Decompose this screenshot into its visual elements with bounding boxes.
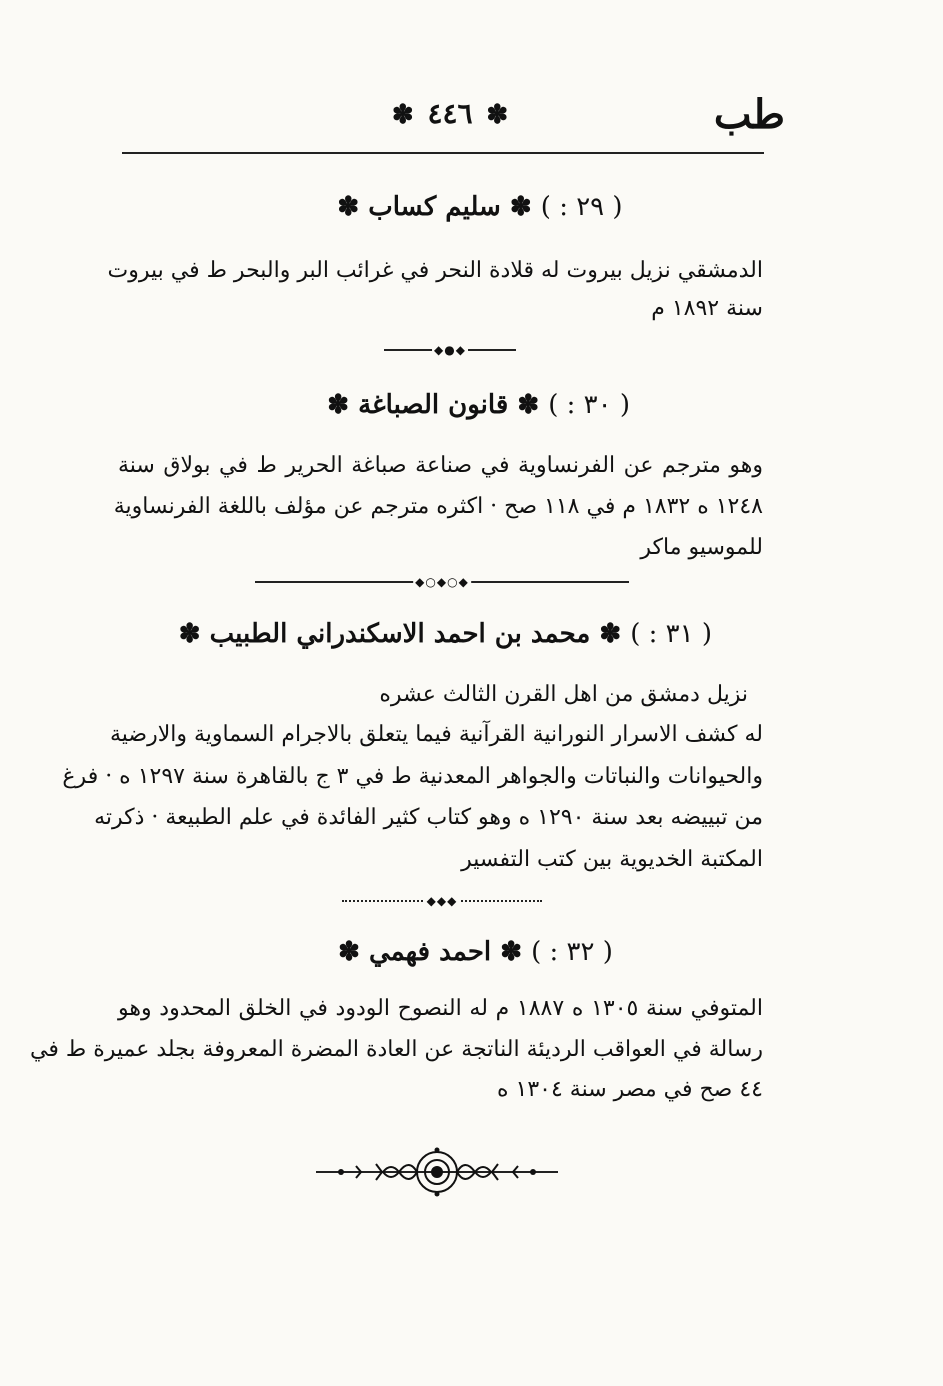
entry-text-line: وهو مترجم عن الفرنساوية في صناعة صباغة الحرير ط في بولاق سنة <box>118 453 763 478</box>
header-rule <box>122 152 764 154</box>
entry-text-line: المتوفي سنة ١٣٠٥ ه ١٨٨٧ م له النصوح الودود في الخلق المحدود وهو <box>118 996 763 1021</box>
entry-heading <box>328 935 623 969</box>
entry-text-line: نزيل دمشق من اهل القرن الثالث عشره <box>379 682 748 707</box>
ornament-star-icon: ✽ <box>599 619 622 649</box>
entry-text-line: الدمشقي نزيل بيروت له قلادة النحر في غرائب البر والبحر ط في بيروت <box>107 258 763 283</box>
entry-title: محمد بن احمد الاسكندراني الطبيب <box>209 619 591 649</box>
section-title: طب <box>713 91 785 138</box>
entry-title: احمد فهمي <box>368 937 492 967</box>
entry-text-line: المكتبة الخديوية بين كتب التفسير <box>461 847 763 872</box>
page-number-text: ٤٤٦ <box>427 97 473 130</box>
tailpiece-ornament-icon <box>316 1142 558 1202</box>
page-number <box>380 96 520 133</box>
entry-text-line: له كشف الاسرار النورانية القرآنية فيما يتعلق بالاجرام السماوية والارضية <box>110 722 763 747</box>
entry-text-line: والحيوانات والنباتات والجواهر المعدنية ط في ٣ ج بالقاهرة سنة ١٢٩٧ ه · فرغ <box>62 764 763 789</box>
entry-text-line: سنة ١٨٩٢ م <box>651 296 763 321</box>
entry-title: قانون الصباغة <box>358 390 509 420</box>
entry-text-line: من تبييضه بعد سنة ١٢٩٠ ه وهو كتاب كثير الفائدة في علم الطبيعة · ذكرته <box>94 805 763 830</box>
entry-heading <box>335 190 625 224</box>
entry-text-line: للموسيو ماكر <box>640 535 763 560</box>
ornament-star-icon: ✽ <box>391 100 414 130</box>
ornament-star-icon: ✽ <box>178 619 201 649</box>
entry-heading <box>178 617 712 651</box>
ornament-star-icon: ✽ <box>337 192 360 222</box>
entry-number: ( ٢٩ : ) <box>540 192 623 222</box>
entry-number: ( ٣١ : ) <box>630 619 712 649</box>
section-divider: ◆◆◆ <box>342 895 542 907</box>
ornament-star-icon: ✽ <box>517 390 540 420</box>
entry-text-line: ١٢٤٨ ه ١٨٣٢ م في ١١٨ صح · اكثره مترجم عن مؤلف باللغة الفرنساوية <box>113 494 763 519</box>
section-divider: ◆●◆ <box>384 344 516 356</box>
entry-heading <box>327 388 630 422</box>
section-divider: ◆○◆○◆ <box>255 576 629 588</box>
ornament-star-icon: ✽ <box>500 937 522 967</box>
ornament-star-icon: ✽ <box>338 937 360 967</box>
entry-text-line: ٤٤ صح في مصر سنة ١٣٠٤ ه <box>496 1077 763 1102</box>
entry-number: ( ٣٢ : ) <box>531 937 613 967</box>
entry-title: سليم كساب <box>368 192 501 222</box>
ornament-star-icon: ✽ <box>509 192 532 222</box>
entry-number: ( ٣٠ : ) <box>548 390 630 420</box>
ornament-star-icon: ✽ <box>486 100 509 130</box>
entry-text-line: رسالة في العواقب الرديئة الناتجة عن العادة المضرة المعروفة بجلد عميرة ط في <box>30 1037 763 1062</box>
ornament-star-icon: ✽ <box>327 390 350 420</box>
